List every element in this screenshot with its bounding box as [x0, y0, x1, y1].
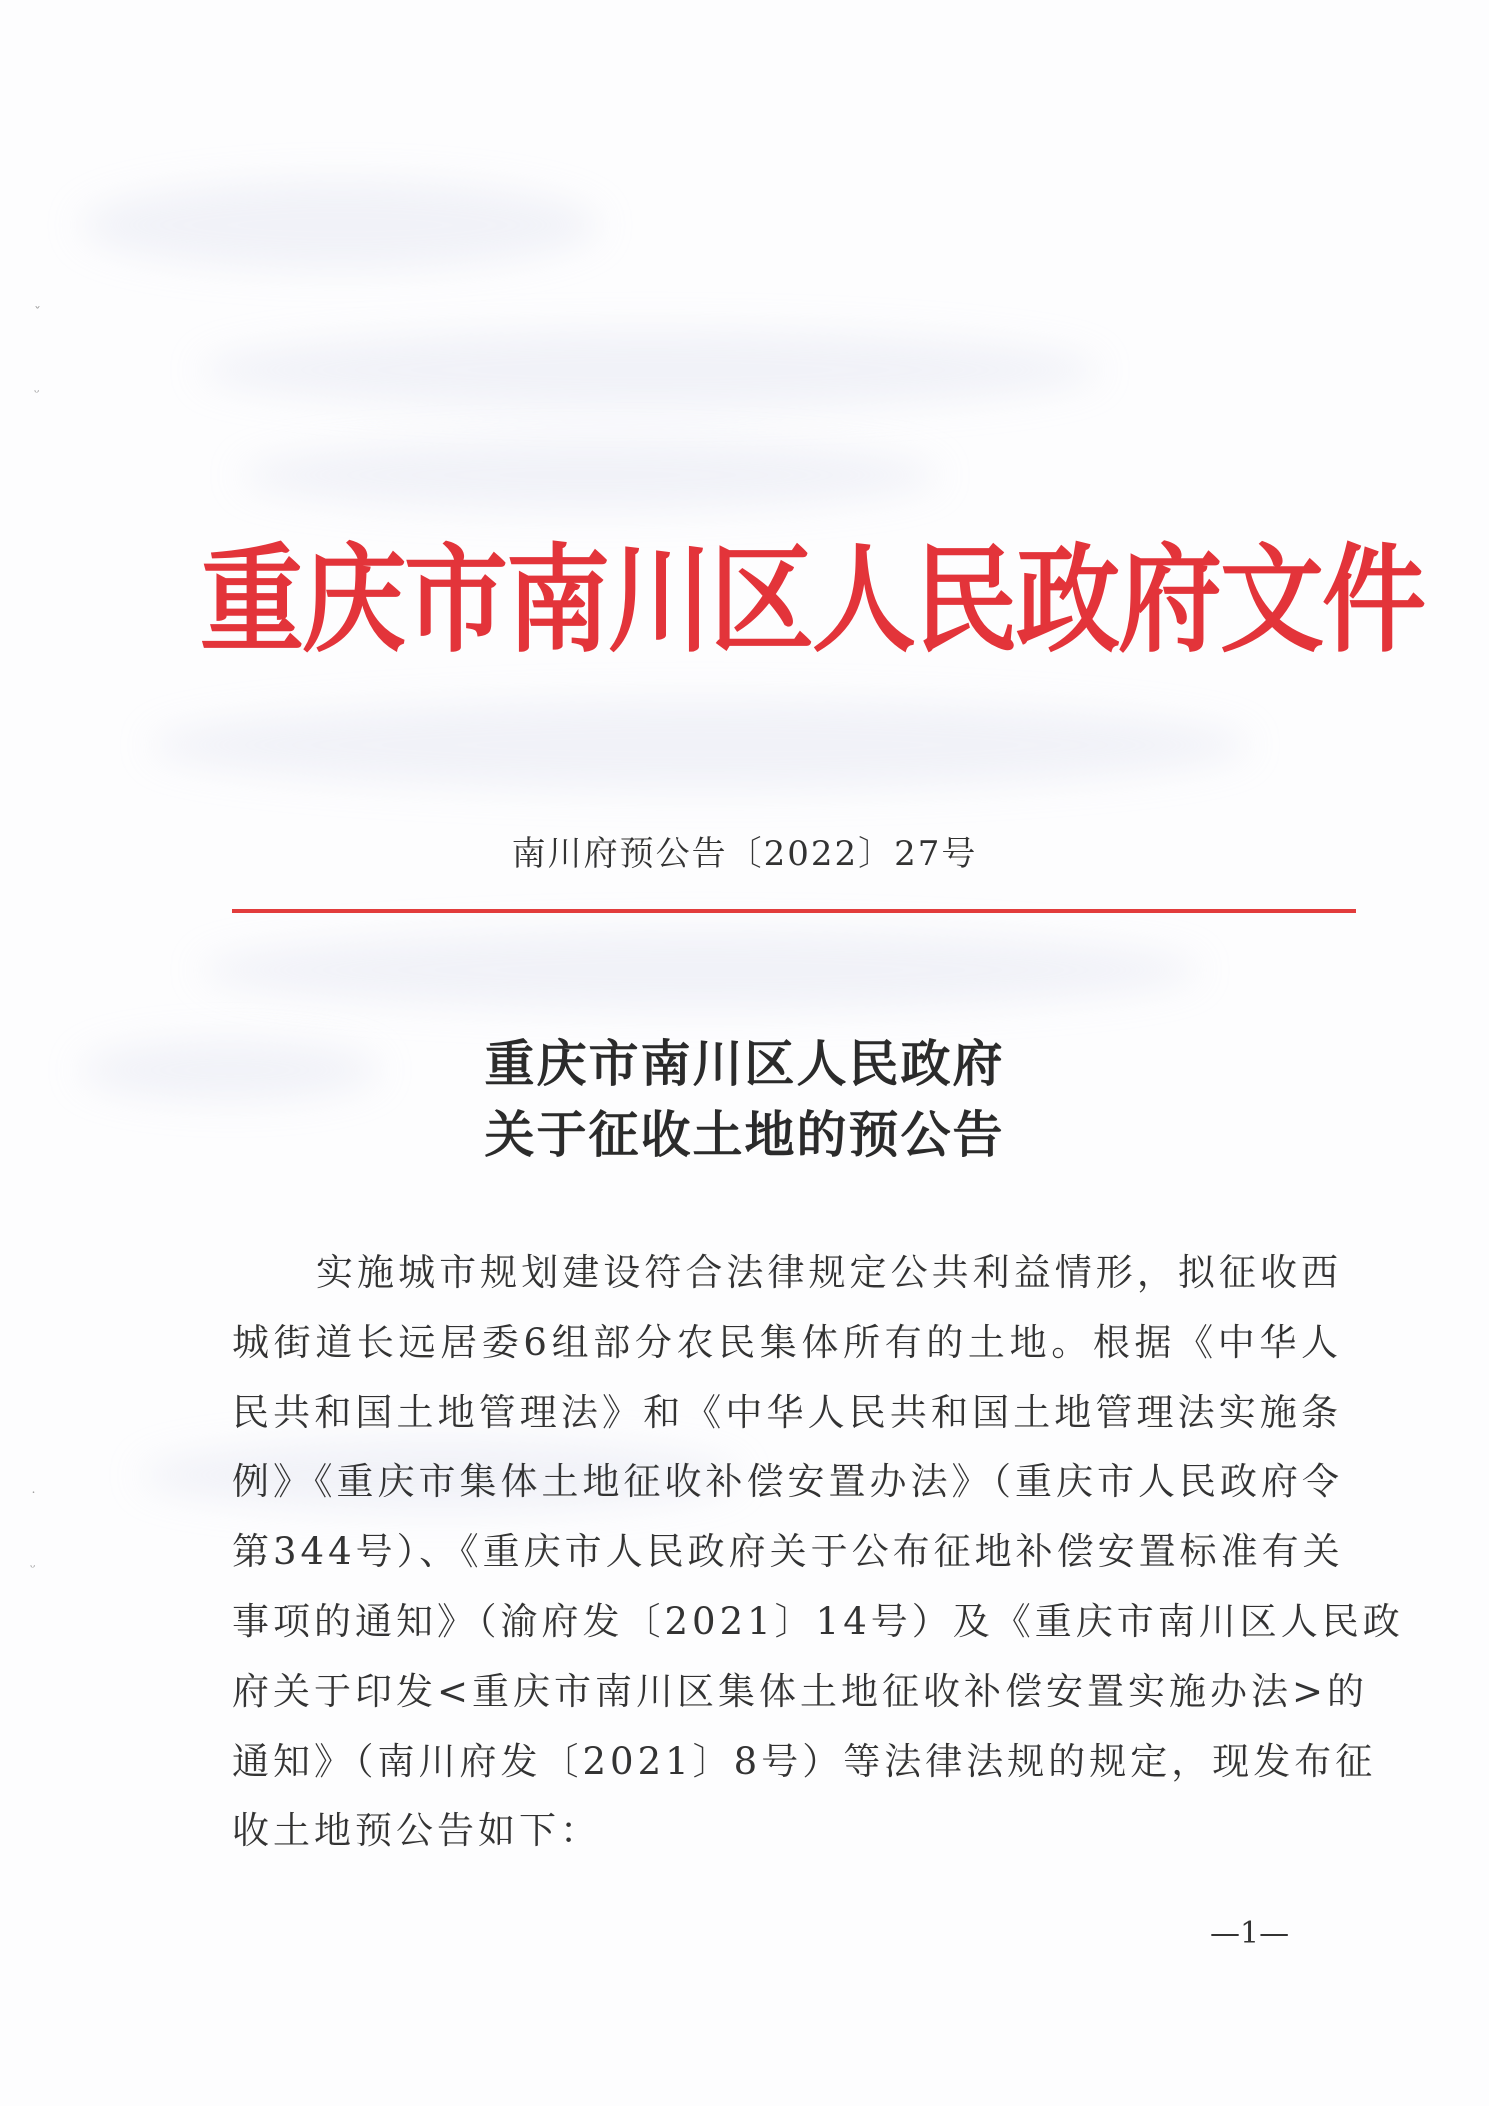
body-line: 事项的通知》（渝府发〔2021〕14号）及《重庆市南川区人民政 [232, 1599, 1404, 1643]
document-number: 南川府预公告〔2022〕27号 [511, 834, 978, 874]
scan-smudge [200, 930, 1200, 1010]
body-line: 收土地预公告如下： [232, 1809, 601, 1853]
scan-mark: ˇ [34, 305, 41, 321]
red-divider-rule [232, 909, 1356, 913]
body-line: 例》《重庆市集体土地征收补偿安置办法》（重庆市人民政府令 [232, 1460, 1343, 1504]
scan-smudge [150, 700, 1250, 790]
document-title-line-2: 关于征收土地的预公告 [484, 1106, 1005, 1164]
body-line: 府关于印发<重庆市南川区集体土地征收补偿安置实施办法>的 [232, 1669, 1369, 1713]
body-line: 通知》（南川府发〔2021〕8号）等法律法规的规定，现发布征 [232, 1739, 1377, 1783]
scan-smudge [240, 440, 940, 510]
body-line: 城街道长远居委6组部分农民集体所有的土地。根据《中华人 [232, 1320, 1342, 1364]
document-body [232, 1238, 1404, 1866]
document-masthead: 重庆市南川区人民政府文件 [200, 531, 1425, 669]
scan-mark: ᵕ [34, 385, 40, 401]
scan-mark: ˙ [30, 1490, 37, 1506]
body-line: 实施城市规划建设符合法律规定公共利益情形，拟征收西 [316, 1251, 1342, 1294]
scan-smudge [80, 180, 600, 270]
scan-smudge [200, 330, 1100, 410]
page-number: —1— [1210, 1916, 1290, 1951]
body-line: 第344号）、《重庆市人民政府关于公布征地补偿安置标准有关 [232, 1530, 1344, 1574]
document-title-line-1: 重庆市南川区人民政府 [484, 1035, 1005, 1093]
body-line: 民共和国土地管理法》和《中华人民共和国土地管理法实施条 [232, 1390, 1342, 1434]
scan-mark: ᵕ [30, 1560, 36, 1576]
